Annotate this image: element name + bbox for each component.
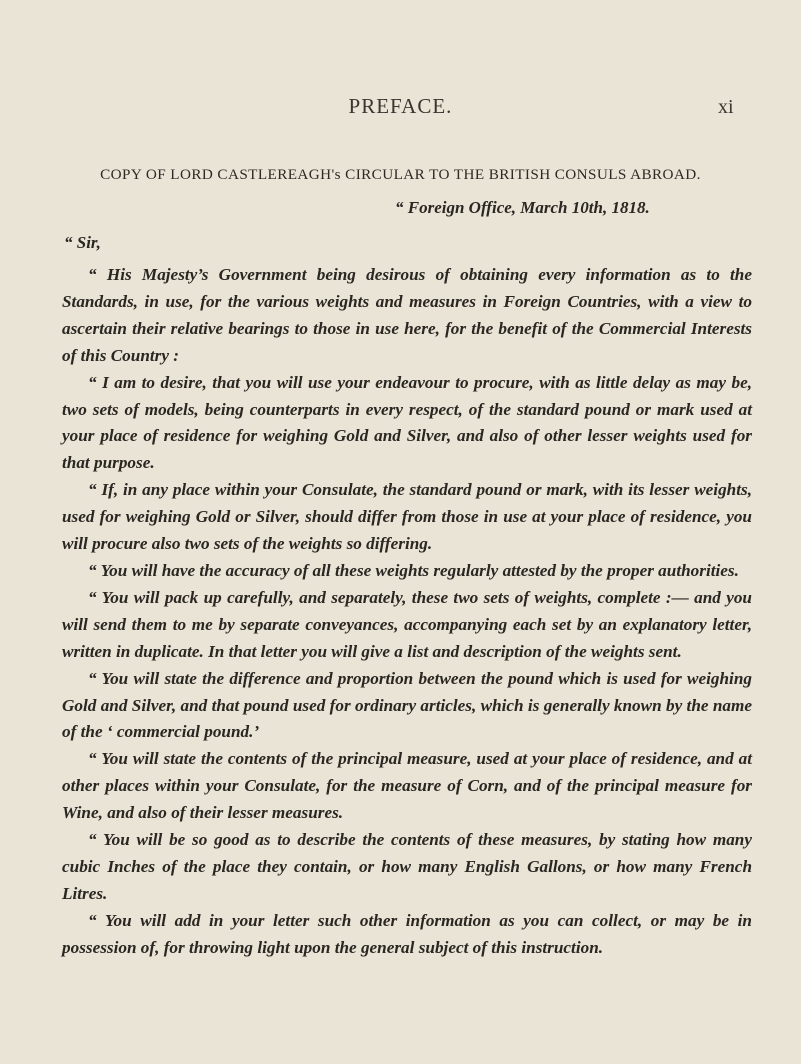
page-number: xi [718,96,734,118]
letter-dateline: “ Foreign Office, March 10th, 1818. [395,198,650,217]
paragraph: “ You will be so good as to describe the contents of these measures, by stating how many cubic Inches of the place they contain, or how many English Gallons, or how many French Litres. [62,830,752,903]
paragraph: “ If, in any place within your Consulate, the standard pound or mark, with its lesser weights, used for weighing Gold or Silver, should differ from those in use at your place of residence, you will procure also two sets of the weights so differing. [62,480,752,554]
running-head [0,94,801,124]
paragraph: “ His Majesty’s Government being desirous of obtaining every information as to the Standards, in use, for the various weights and measures in Foreign Countries, with a view to ascertain their relative bearings to those in use here, for the benefit of the Commercial Interests of this Country : [62,265,752,365]
paragraph: “ You will have the accuracy of all these weights regularly attested by the proper authorities. [88,560,739,580]
paragraph: “ You will add in your letter such other information as you can collect, or may be in possession of, for throwing light upon the general subject of this instruction. [62,910,752,957]
section-heading: COPY OF LORD CASTLEREAGH's CIRCULAR TO THE BRITISH CONSULS ABROAD. [100,166,701,183]
letter-salutation: “ Sir, [64,233,101,252]
paragraph: “ You will pack up carefully, and separately, these two sets of weights, complete :— and you will send them to me by separate conveyances, accompanying each set by an explanatory letter, written in duplicate. In that letter you will give a list and description of the weights sent. [62,587,752,661]
paragraph: “ You will state the difference and proportion between the pound which is used for weighing Gold and Silver, and that pound used for ordinary articles, which is generally known by the name of the ‘ commercial pound.’ [62,668,752,742]
running-title: PREFACE. [348,94,453,118]
letter-body [62,262,752,962]
paragraph: “ You will state the contents of the principal measure, used at your place of residence, and at other places within your Consulate, for the measure of Corn, and of the principal measure for Wine, and also of their lesser measures. [62,749,752,823]
paragraph: “ I am to desire, that you will use your endeavour to procure, with as little delay as may be, two sets of models, being counterparts in every respect, of the standard pound or mark used at your place of residence for weighing Gold and Silver, and also of other lesser weights used for that purpose. [62,372,752,473]
